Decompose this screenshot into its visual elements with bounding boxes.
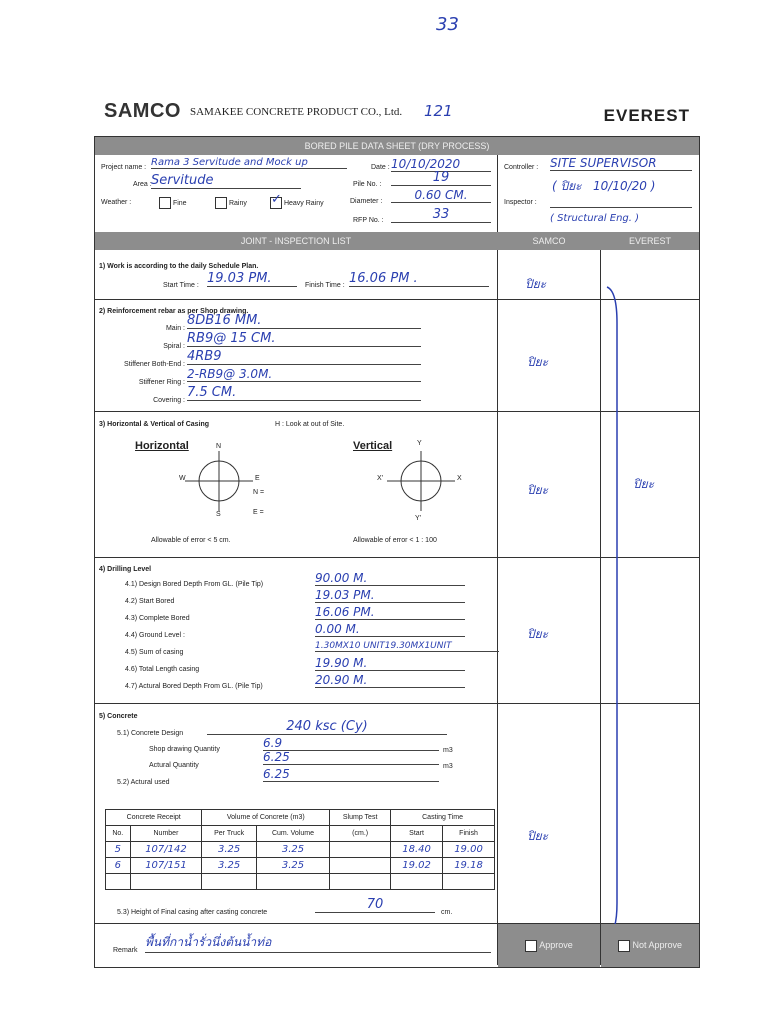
samco-logo: SAMCO — [104, 100, 181, 122]
concrete-receipt-table: Concrete Receipt Volume of Concrete (m3) Slump Test Casting Time No. Number Per Truck Cum. Volume (cm.) Start Finish 5 107/142 3.25 3.25 18.40 19.00 6 107/151 3.25 3.25 19.02 19.18 — [105, 809, 495, 890]
vertical-compass-icon — [373, 445, 469, 517]
e-value: E = — [253, 509, 264, 516]
area-value: Servitude — [151, 173, 301, 189]
not-approve-cell: Not Approve — [601, 924, 699, 967]
concrete-design: 240 ksc (Cy) — [207, 719, 447, 735]
project-info: Project name : Rama 3 Servitude and Mock up Area : Servitude Weather : Fine Rainy ✓ Heavy Rainy Date : 10/10/2020 Pile No. : 19 Diameter : 0.60 CM. RFP No. : 33 — [95, 155, 498, 231]
project-name: Rama 3 Servitude and Mock up — [151, 157, 347, 169]
samco-sign-2: ปิยะ — [527, 355, 549, 369]
sec3-title: 3) Horizontal & Vertical of Casing — [99, 421, 210, 428]
company-name: SAMAKEE CONCRETE PRODUCT CO., Ltd. — [190, 106, 403, 118]
weather-heavy-rainy: ✓ Heavy Rainy — [271, 192, 324, 207]
sec5-title: 5) Concrete — [99, 713, 138, 720]
diameter-value: 0.60 CM. — [391, 188, 491, 203]
sec2-title: 2) Reinforcement rebar as per Shop drawing. — [99, 308, 249, 315]
col-samco: SAMCO — [532, 236, 566, 246]
table-row: 6 107/151 3.25 3.25 19.02 19.18 — [106, 858, 495, 874]
samco-sign-1: ปิยะ — [525, 277, 547, 291]
everest-logo: EVEREST — [603, 106, 690, 125]
header — [104, 96, 690, 130]
controller-value: SITE SUPERVISOR — [550, 156, 692, 171]
everest-signature: ปิยะ — [633, 477, 655, 491]
date-value: 10/10/2020 — [391, 157, 491, 172]
pile-no: 19 — [391, 170, 491, 186]
sec4-title: 4) Drilling Level — [99, 566, 152, 573]
samco-sign-5: ปิยะ — [527, 829, 549, 843]
approve-cell: Approve — [498, 924, 600, 967]
form-title: BORED PILE DATA SHEET (DRY PROCESS) — [95, 137, 699, 155]
drilling-list: 4.1) Design Bored Depth From GL. (Pile Tip) 90.00 M. 4.2) Start Bored 19.03 PM. 4.3) Complete Bored 16.06 PM. 4.4) Ground Level : 0.00 M. 4.5) Sum of casing 1.30MX10 UNIT19.30MX1UNIT 4.6) Total Length casing 19.90 M. 4.7) Actural Bored Depth From GL. (Pile Tip) 20.90 M. — [95, 575, 495, 694]
weather-fine: Fine — [159, 197, 187, 209]
shop-quantity: 6.9 — [263, 736, 439, 751]
final-casing-height: 70 — [315, 897, 435, 913]
actual-quantity: 6.25 — [263, 750, 439, 765]
finish-time: 16.06 PM . — [349, 271, 489, 287]
inspector-role: ( Structural Eng. ) — [550, 213, 640, 224]
weather-rainy: Rainy — [215, 197, 247, 209]
vertical-label: Vertical — [353, 440, 393, 452]
horizontal-label: Horizontal — [135, 440, 189, 452]
samco-sign-3: ปิยะ — [527, 483, 549, 497]
controller-block: Controller : SITE SUPERVISOR ( ปิยะ 10/10/20 ) Inspector : ( Structural Eng. ) — [498, 155, 698, 231]
n-value: N = — [253, 489, 265, 496]
page-number: 33 — [436, 14, 459, 35]
bracket-line-icon — [603, 283, 633, 943]
handwritten-number: 121 — [424, 102, 453, 120]
sec1-title: 1) Work is according to the daily Schedule Plan. — [99, 263, 259, 270]
rfp-no: 33 — [391, 207, 491, 223]
controller-signature: ( ปิยะ 10/10/20 ) — [552, 179, 656, 193]
start-time: 19.03 PM. — [207, 271, 297, 287]
col-everest: EVEREST — [628, 236, 671, 246]
remark-value: พื้นที่กาน้ำรั่วนึ่งต้นน้ำท่อ — [145, 933, 491, 953]
form-frame: BORED PILE DATA SHEET (DRY PROCESS) Project name : Rama 3 Servitude and Mock up Area : Servitude Weather : Fine Rainy ✓ Heavy Rainy Date : 10/10/2020 Pile No. : 19 Diameter : 0.60 CM. RFP No. : 33 Controller : SITE SUPERVISOR ( ปิยะ 10/10/20 ) Inspector : ( Structural Eng. ) JOINT - INSPECTION LIST SAMCO EVEREST 1) Work is according to the daily Schedule Plan. Start Time : 19.03 PM. Finish Time : 16.06 PM . ปิยะ 2) Reinforcement rebar as per Shop drawing. Main : 8DB16 MM. Spiral : RB9@ 15 CM. Stiffener Both-End : 4RB9 Stiffener Ring : 2-RB9@ 3.0M. Covering : 7.5 CM. ปิยะ 3) Horizontal & Vertical of Casing H : Look at out of Site. Horizontal Vertical N S W E N = E = Y Y' X' X Allowable of error < 5 cm. Allowable of error < 1 : 100 ปิยะ 4) Drilling Level 4.1) Design Bored Depth From GL. (Pile Tip) 90.00 M. 4.2) Start Bored 19.03 PM. 4.3) Complete Bored 16.06 PM. 4.4) Ground Level : 0.00 M. 4.5) Sum of casing 1.30MX10 UNIT19.30MX1UNIT 4.6) Total Length casing 19.90 M. 4.7) Actural Bored Depth From GL. (Pile Tip) 20.90 M. ปิยะ 5) Concrete 5.1) Concrete Design 240 ksc (Cy) Shop drawing Quantity 6.9 m3 Actural Quantity 6.25 m3 5.2) Actural used 6.25 Concrete Receipt Volume of Concrete (m3) Slump Test Casting Time No. Number Per Truck Cum. Volume (cm.) Start Finish 5 107/142 3.25 3.25 18.40 19.00 6 107/151 3.25 3.25 19.02 19.18 5.3) Height of Final casing after casting concrete 70 cm. ปิยะ ปิยะ Remark พื้นที่กาน้ำรั่วนึ่งต้นน้ำท่อ Approve Not Approve — [94, 136, 700, 968]
table-row: 5 107/142 3.25 3.25 18.40 19.00 — [106, 842, 495, 858]
samco-sign-4: ปิยะ — [527, 627, 549, 641]
rebar-list: Main : 8DB16 MM. Spiral : RB9@ 15 CM. Stiffener Both-End : 4RB9 Stiffener Ring : 2-RB9@ 3.0M. Covering : 7.5 CM. — [95, 317, 425, 407]
checklist-title: JOINT - INSPECTION LIST — [240, 236, 352, 246]
actual-used: 6.25 — [263, 767, 439, 782]
